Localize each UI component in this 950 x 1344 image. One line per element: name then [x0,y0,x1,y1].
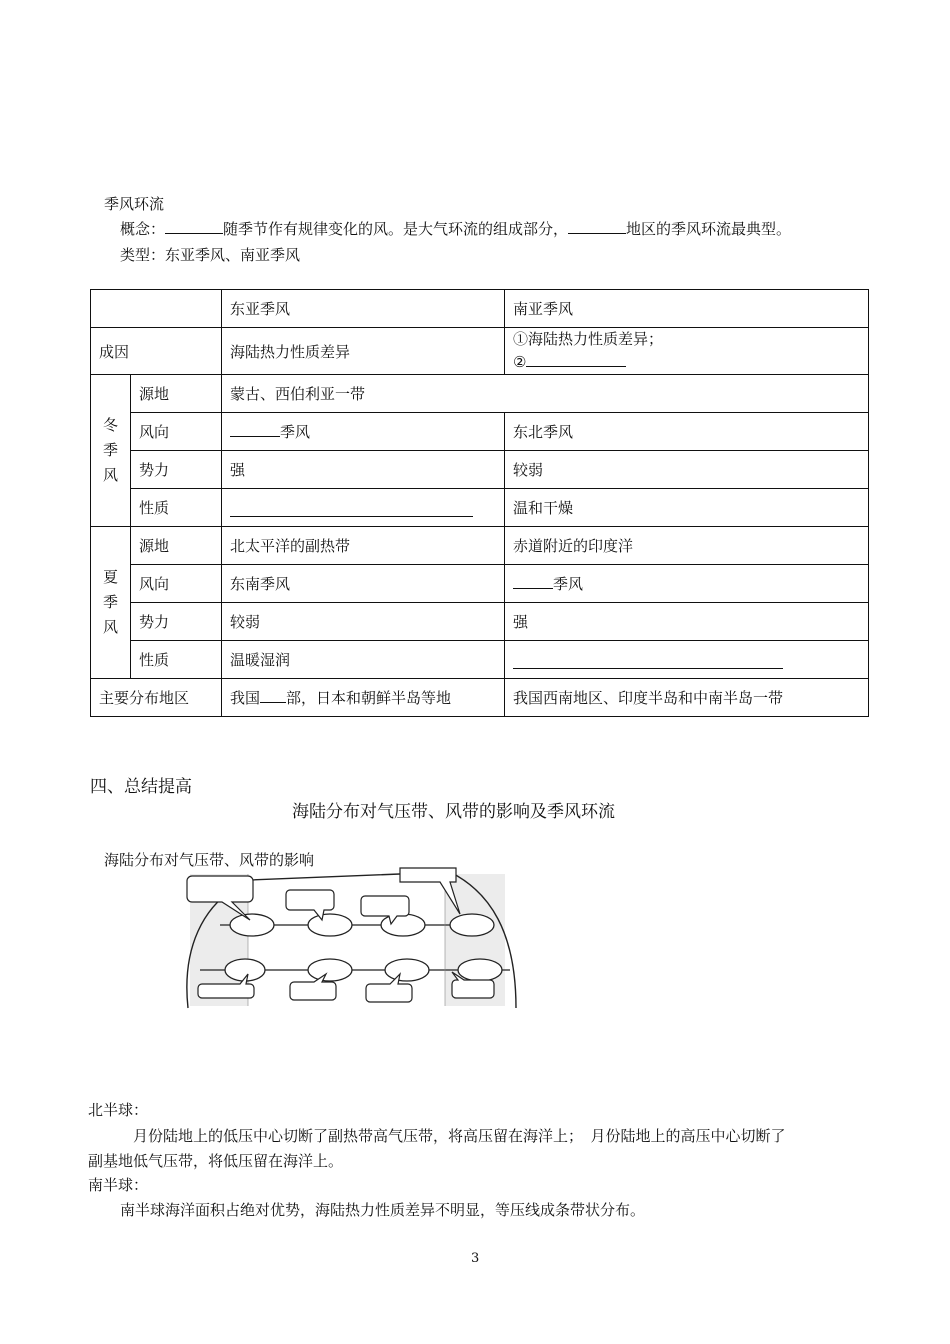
cause-east: 海陆热力性质差异 [222,328,505,375]
north-line-1: 月份陆地上的低压中心切断了副热带高气压带，将高压留在海洋上； 月份陆地上的高压中心切断了 [133,1127,786,1145]
summer-char-3: 风 [102,618,118,636]
winter-char-1: 冬 [102,416,118,434]
winter-dir-south: 东北季风 [505,413,869,451]
winter-dir-east [222,413,505,451]
winter-power-south: 较弱 [505,451,869,489]
concept-mid-text: 随季节作有规律变化的风。是大气环流的组成部分， [223,220,569,238]
summer-dir-south-suffix: 季风 [553,575,584,593]
winter-dir-east-suffix: 季风 [280,423,311,441]
winter-nature-south: 温和干燥 [505,489,869,527]
table-row-winter-power [91,451,869,489]
distribution-south: 我国西南地区、印度半岛和中南半岛一带 [505,679,869,717]
south-line-1: 南半球海洋面积占绝对优势，海陆热力性质差异不明显，等压线成条带状分布。 [120,1201,646,1219]
distribution-east [222,679,505,717]
summer-dir-label: 风向 [131,565,222,603]
north-line-2: 副基地低气压带，将低压留在海洋上。 [88,1152,344,1170]
summer-group-label [91,527,131,679]
cause-south-2-line [513,351,860,374]
summer-nature-label: 性质 [131,641,222,679]
winter-nature-east [222,489,505,527]
summer-power-south: 强 [505,603,869,641]
summer-dir-south [505,565,869,603]
pressure-cell-2 [308,914,352,936]
header-east-asia: 东亚季风 [222,290,505,328]
winter-source-value: 蒙古、西伯利亚一带 [222,375,869,413]
concept-blank-2 [568,219,626,234]
summer-char-2: 季 [102,593,118,611]
summer-power-east: 较弱 [222,603,505,641]
table-row-winter-nature [91,489,869,527]
concept-label: 概念： [120,220,166,238]
south-label: 南半球： [88,1176,149,1194]
north-label: 北半球： [88,1101,149,1119]
winter-dir-label: 风向 [131,413,222,451]
distribution-label: 主要分布地区 [91,679,222,717]
summer-nature-south [505,641,869,679]
table-header-row [91,290,869,328]
winter-nature-blank [230,498,473,517]
summer-source-label: 源地 [131,527,222,565]
summer-dir-east: 东南季风 [222,565,505,603]
cause-south-2: ② [513,353,527,371]
pressure-cell-7 [385,959,429,981]
concept-blank-1 [165,219,223,234]
winter-power-label: 势力 [131,451,222,489]
concept-line [120,218,791,239]
cause-south-blank [526,352,626,367]
summer-nature-blank [513,650,783,669]
table-row-summer-power [91,603,869,641]
cause-label: 成因 [91,328,222,375]
table-row-winter-source [91,375,869,413]
page-number: 3 [471,1251,480,1266]
summary-center-title: 海陆分布对气压带、风带的影响及季风环流 [292,802,615,822]
pressure-cell-3 [381,914,425,936]
summer-dir-blank [513,574,553,589]
summer-source-south: 赤道附近的印度洋 [505,527,869,565]
pressure-belt-diagram [160,862,530,1032]
winter-char-3: 风 [102,466,118,484]
distribution-east-suffix: 部，日本和朝鲜半岛等地 [286,689,452,707]
table-row-summer-nature [91,641,869,679]
table-row-summer-source [91,527,869,565]
table-row-winter-direction [91,413,869,451]
cause-south-1: ①海陆热力性质差异； [513,330,664,348]
winter-char-2: 季 [102,441,118,459]
table-row-summer-direction [91,565,869,603]
summer-char-1: 夏 [102,568,118,586]
pressure-cell-6 [308,959,352,981]
winter-dir-blank [230,422,280,437]
summer-nature-east: 温暖湿润 [222,641,505,679]
summer-source-east: 北太平洋的副热带 [222,527,505,565]
monsoon-comparison-table [90,289,869,717]
summer-power-label: 势力 [131,603,222,641]
winter-group-label [91,375,131,527]
table-row-cause [91,328,869,375]
distribution-east-blank [260,688,286,703]
distribution-east-prefix: 我国 [230,689,261,707]
concept-end-text: 地区的季风环流最典型。 [626,220,792,238]
cause-south [505,328,869,375]
header-south-asia: 南亚季风 [505,290,869,328]
winter-source-label: 源地 [131,375,222,413]
summary-heading: 四、总结提高 [90,777,192,797]
pressure-cell-8 [458,959,502,981]
winter-power-east: 强 [222,451,505,489]
pressure-cell-1 [230,914,274,936]
winter-nature-label: 性质 [131,489,222,527]
table-row-distribution [91,679,869,717]
pressure-cell-4 [450,914,494,936]
diagram-caption: 海陆分布对气压带、风带的影响 [104,851,315,869]
types-line: 类型：东亚季风、南亚季风 [120,246,301,264]
section-title-monsoon: 季风环流 [104,195,165,213]
header-empty-cell [91,290,222,328]
